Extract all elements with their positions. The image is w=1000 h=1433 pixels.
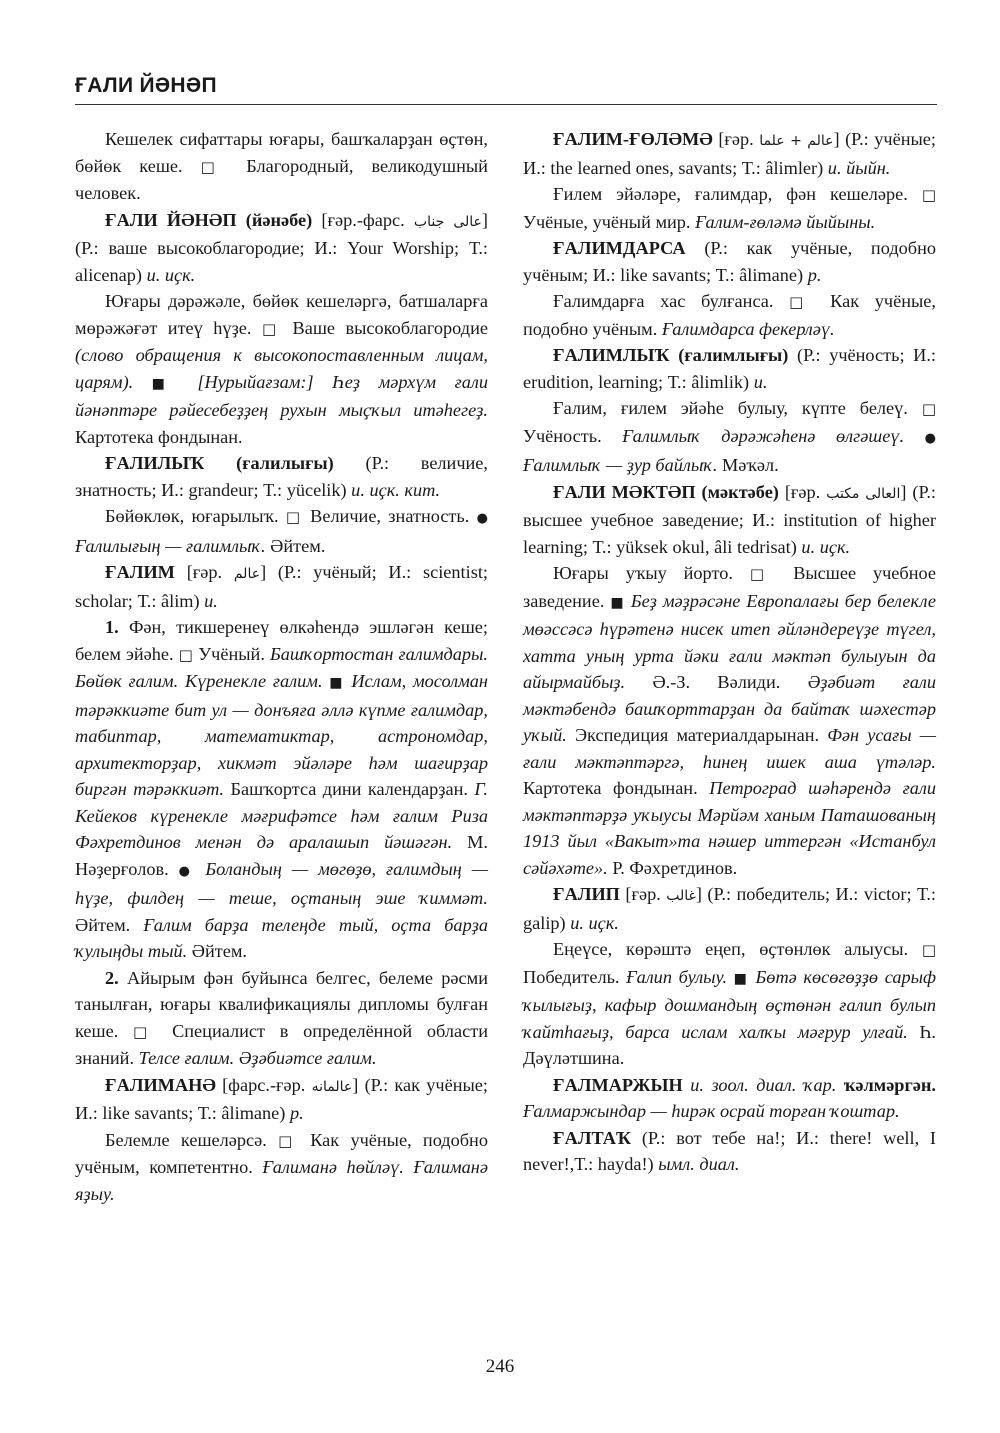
headword: ҒАЛИМ (105, 562, 175, 582)
headword: ҒАЛИМЛЫҠ (553, 345, 670, 365)
russian-marker-icon: □ (261, 319, 283, 338)
entry-galimana: ҒАЛИМАНӘ [фарс.-ғәр. عالمانه] (Р.: как учёные; И.: like savants; Т.: âlimane) р. (75, 1074, 488, 1123)
headword: ҒАЛТАҠ (553, 1127, 632, 1148)
headword: ҒАЛИЛЫҠ (105, 453, 205, 473)
entry-definition: Юғары уҡыу йорто. □ Высшее учебное заведение. ■ Беҙ мәҙрәсәне Европалағы бер белекле мөәссәсә һүрәтенә нисек итеп әйләндереүҙе түгел, хатта уның урта йәки ғали мәктәп булыуын да айырмайбыҙ. Ә.-З. Вәлиди. Әҙәбиәт ғали мәктәбендә башҡорттарҙан да байтаҡ шәхестәр уҡый. Экспедиция материалдарынан. Фән усағы — ғали мәктәптәргә, һинең ишек аша үтәләр. Картотека фондынан. Петроград шәһәрендә ғали мәктәптәрҙә уҡыусы Мәрйәм ханым Паташованың 1913 йыл «Вакыт»та нәшер иттергән «Истанбул сәйәхәте». Р. Фәхретдинов. (523, 563, 936, 878)
arabic-etymon: العالى مكتب (826, 485, 901, 502)
running-header: ҒАЛИ ЙӘНӘП (75, 74, 937, 105)
left-column (75, 126, 488, 1207)
russian-marker-icon: □ (921, 941, 936, 959)
headword: ҒАЛМАРЖЫН (553, 1074, 683, 1095)
russian-marker-icon: □ (278, 1131, 299, 1150)
proverb-marker-icon: ● (924, 430, 936, 446)
russian-marker-icon: □ (749, 565, 777, 583)
headword: ҒАЛИМАНӘ (105, 1074, 216, 1095)
example-marker-icon: ■ (322, 675, 352, 691)
entry-galimdarsa: ҒАЛИМДАРСА (Р.: как учёные, подобно учёным; И.: like savants; Т.: âlimane) р. (523, 238, 936, 285)
entry-galilyk: ҒАЛИЛЫҠ (ғалилығы) (Р.: величие, знатность; И.: grandeur; Т.: yücelik) и. иҫк. кит. (75, 453, 488, 500)
entry-definition: Ғалим, ғилем эйәһе булыу, күпте белеү. □ Учёность. Ғалимлыҡ дәрәжәһенә өлгәшеү. ● Ғалимлыҡ — ҙур байлыҡ. Мәҡәл. (523, 398, 936, 475)
arabic-etymon: عالى جناب (413, 213, 482, 230)
example-marker-icon: ■ (133, 375, 198, 392)
headword: ҒАЛИМДАРСА (553, 238, 686, 258)
entry-definition: Ғилем эйәләре, ғалимдар, фән кешеләре. □ Учёные, учёный мир. Ғалим-ғөләмә йыйыны. (523, 184, 936, 232)
entry-sense-2: 2. Айырым фән буйынса белгес, белеме рәсми танылған, юғары квалификациялы дипломы булған кеше. □ Специалист в определённой области знаний. Телсе ғалим. Әҙәбиәтсе ғалим. (75, 967, 488, 1068)
russian-marker-icon: □ (921, 400, 936, 418)
headword: ҒАЛИМ-ҒӨЛӘМӘ (553, 129, 713, 149)
entry-definition: Юғары дәрәжәле, бөйөк кешеләргә, батшаларға мөрәжәғәт итеү һүҙе. □ Ваше высокоблагородие (слово обращения к высокопоставленным лицам, царям). ■ [Нурыйағзам:] Һеҙ мәрхүм ғали йәнәптәре рәйесебеҙҙең рухын мыҫҡыл итәһегеҙ. Картотека фондынан. (75, 291, 488, 447)
arabic-etymon: غالب (666, 888, 696, 904)
entry-galtak: ҒАЛТАҠ (Р.: вот тебе на!; И.: there! well, I never!,Т.: hayda!) ымл. диал. (523, 1127, 936, 1174)
entry-galimlyk: ҒАЛИМЛЫҠ (ғалимлығы) (Р.: учёность; И.: erudition, learning; Т.: âlimlik) и. (523, 345, 937, 392)
headword: ҒАЛИ ЙӘНӘП (105, 209, 237, 230)
entry-definition: Кешелек сифаттары юғары, башҡаларҙан өҫтөн, бөйөк кеше. □ Благородный, великодушный человек. (75, 129, 488, 203)
entry-definition: Бөйөклөк, юғарылыҡ. □ Величие, знатность. ● Ғалилығың — ғалимлыҡ. Әйтем. (75, 506, 488, 556)
headword: ҒАЛИ МӘКТӘП (553, 481, 696, 502)
entry-galmarzhyn: ҒАЛМАРЖЫН и. зоол. диал. ҡар. ҡәлмәргән. Ғалмаржындар — һирәк осрай торған ҡоштар. (523, 1074, 936, 1121)
headword: ҒАЛИП (553, 884, 620, 904)
entry-sense-1: 1. Фән, тикшеренеү өлкәһендә эшләгән кеше; белем эйәһе. □ Учёный. Башҡортостан ғалимдары. Бөйөк ғалим. Күренекле ғалим. ■ Ислам, мосолман тәрәккиәте бит ул — донъяға әллә күпме ғалимдар, табиптар, математиктар, астрономдар, архитекторҙар, хикмәт эйәләре һәм шағирҙар биргән тәрәккиәт. Башҡортса дини календарҙан. Г. Кейеков күренекле мәғрифәтсе һәм ғалим Риза Фәхретдинов менән дә аралашып йәшәгән. М. Нәҙерғолов. ● Боландың — мөгөҙө, ғалимдың — һүҙе, филдең — теше, оҫтаның эше ҡиммәт. Әйтем. Ғалим барҙа телеңде тый, оҫта барҙа ҡулыңды тый. Әйтем. (75, 617, 489, 961)
entry-definition: Белемле кешеләрсә. □ Как учёные, подобно учёным, компетентно. Ғалиманә һөйләү. Ғалиманә яҙыу. (75, 1129, 488, 1204)
arabic-etymon: عالمانه (311, 1078, 353, 1095)
russian-marker-icon: □ (789, 293, 815, 311)
russian-marker-icon: □ (285, 508, 303, 526)
page-number: 246 (485, 1356, 515, 1377)
arabic-etymon: عالم + علما (759, 133, 834, 149)
right-column (523, 126, 936, 1178)
russian-marker-icon: □ (200, 157, 229, 176)
example-marker-icon: ■ (727, 970, 756, 987)
proverb-marker-icon: ● (476, 511, 488, 526)
proverb-marker-icon: ● (178, 863, 196, 879)
russian-marker-icon: □ (133, 1022, 158, 1041)
russian-marker-icon: □ (921, 186, 936, 204)
entry-gali-maktap: ҒАЛИ МӘКТӘП (мәктәбе) [ғәр. العالى مكتب] (Р.: высшее учебное заведение; И.: institution of higher learning; Т.: yüksek okul, âli tedrisat) и. иҫк. (523, 481, 936, 557)
entry-galip: ҒАЛИП [ғәр. غالب] (Р.: победитель; И.: victor; Т.: galip) и. иҫк. (523, 884, 937, 933)
entry-definition: Ғалимдарға хас булғанса. □ Как учёные, подобно учёным. Ғалимдарса фекерләү. (523, 291, 936, 339)
entry-galim: ҒАЛИМ [ғәр. عالم] (Р.: учёный; И.: scientist; scholar; Т.: âlim) и. (75, 562, 488, 611)
entry-galim-golama: ҒАЛИМ-ҒӨЛӘМӘ [ғәр. عالم + علما] (Р.: учёные; И.: the learned ones, savants; Т.: âlimler) и. йыйн. (523, 129, 936, 178)
arabic-etymon: عالم (233, 566, 261, 582)
entry-definition: Еңеүсе, көрәштә еңеп, өҫтөнлөк алыусы. □ Победитель. Ғалип булыу. ■ Бөтә көсөгөҙҙө сарыф ҡылығыҙ, кафыр дошмандың өҫтөнән ғалип булып ҡайтһағыҙ, барса ислам халҡы мәғрур улғай. Һ. Дәүләтшина. (523, 939, 936, 1068)
entry-gali-yanap: ҒАЛИ ЙӘНӘП (йәнәбе) [ғәр.-фарс. عالى جناب] (Р.: ваше высокоблагородие; И.: Your Worship; Т.: alicenap) и. иҫк. (75, 209, 488, 285)
russian-marker-icon: □ (178, 645, 194, 664)
example-marker-icon: ■ (610, 594, 625, 611)
